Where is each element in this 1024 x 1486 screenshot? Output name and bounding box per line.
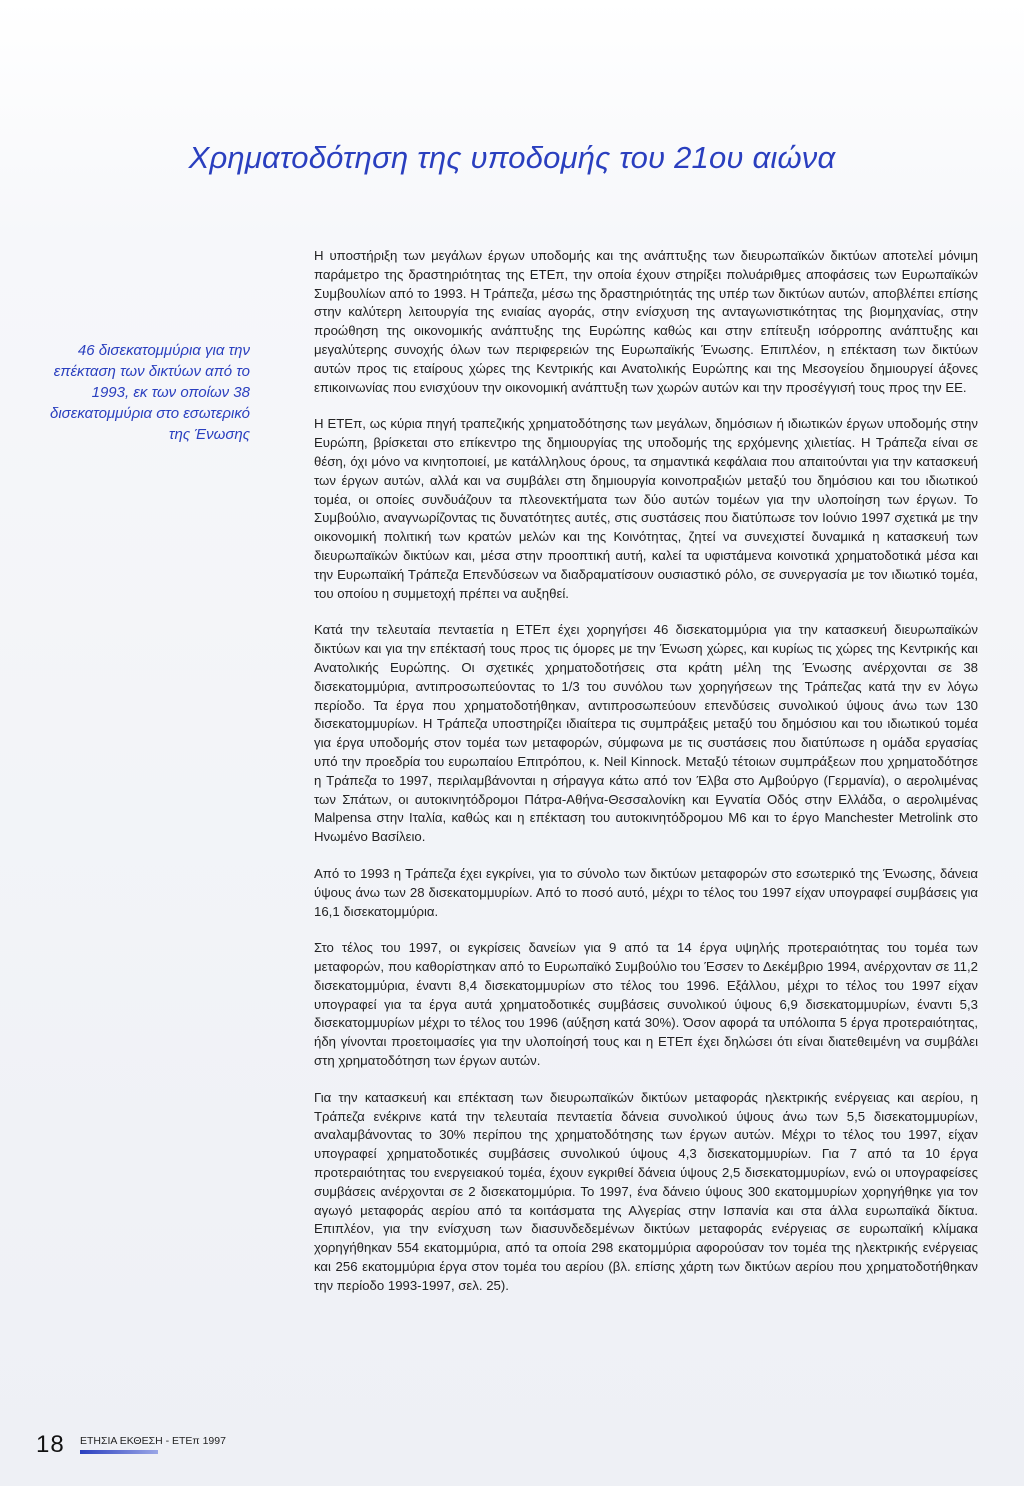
paragraph: Κατά την τελευταία πενταετία η ΕΤΕπ έχει χορηγήσει 46 δισεκατομμύρια για την κατασκευή διευρωπαϊκών δικτύων και για την επέκτασή τους προς τις όμορες με την Ένωση χώρες, και κυρίως τις χώρες της Κεντρικής και Ανατολικής Ευρώπης. Οι σχετικές χρηματοδοτήσεις στα κράτη μέλη της Ένωσης ανέρχονται σε 38 δισεκατομμύρια, αντιπροσωπεύοντας το 1/3 του συνόλου των χορηγήσεων της Τράπεζας κατά την εν λόγω περίοδο. Τα έργα που χρηματοδοτήθηκαν, αντιπροσωπεύουν επενδύσεις συνολικού ύψους άνω των 130 δισεκατομμυρίων. Η Τράπεζα υποστηρίζει ιδιαίτερα τις συμπράξεις μεταξύ του δημόσιου και του ιδιωτικού τομέα για έργα υποδομής στον τομέα των μεταφορών, σύμφωνα με τις συστάσεις που διατύπωσε η ομάδα εργασίας υπό την προεδρία του ευρωπαίου Επιτρόπου, κ. Neil Kinnock. Μεταξύ τέτοιων συμπράξεων που χρηματοδότησε η Τράπεζα το 1997, περιλαμβάνονται η σήραγγα κάτω από τον Έλβα στο Αμβούργο (Γερμανία), ο αερολιμένας των Σπάτων, οι αυτοκινητόδρομοι Πάτρα-Αθήνα-Θεσσαλονίκη και Εγνατία Οδός στην Ελλάδα, ο αερολιμένας Malpensa στην Ιταλία, καθώς και η επέκταση του αυτοκινητόδρομου Μ6 και το έργο Manchester Metrolink στο Ηνωμένο Βασίλειο. bbox=[314, 622, 978, 845]
paragraph: Η υποστήριξη των μεγάλων έργων υποδομής και της ανάπτυξης των διευρωπαϊκών δικτύων αποτελεί μόνιμη παράμετρο της δραστηριότητας της ΕΤΕπ, την οποία έχουν στηρίξει πολυάριθμες αποφάσεις των Ευρωπαϊκών Συμβουλίων από το 1993. Η Τράπεζα, μέσω της δραστηριότητάς της υπέρ των δικτύων αυτών, αποβλέπει επίσης στην καλύτερη λειτουργία της ενιαίας αγοράς, στην ενίσχυση της ανταγωνιστικότητας της βιομηχανίας, στην προώθηση της οικονομικής ανάπτυξης της Ευρώπης καθώς και στην επίτευξη ισόρροπης ανάπτυξης και μεγαλύτερης συνοχής όλων των περιφερειών της Ευρωπαϊκής Ένωσης. Επιπλέον, η επέκταση των δικτύων αυτών προς τις εταίρους χώρες της Κεντρικής και Ανατολικής Ευρώπης και της Μεσογείου δημιουργεί άξονες επικοινωνίας που ενισχύουν την οικονομική ανάπτυξη των χωρών αυτών και την προσέγγισή τους προς την ΕΕ. bbox=[314, 248, 978, 395]
paragraph: Από το 1993 η Τράπεζα έχει εγκρίνει, για το σύνολο των δικτύων μεταφορών στο εσωτερικό της Ένωσης, δάνεια ύψους άνω των 28 δισεκατομμυρίων. Από το ποσό αυτό, μέχρι το τέλος του 1997 είχαν υπογραφεί συμβάσεις για 16,1 δισεκατομμύρια. bbox=[314, 865, 978, 919]
footer-accent-bar bbox=[80, 1450, 158, 1454]
paragraph: Για την κατασκευή και επέκταση των διευρωπαϊκών δικτύων μεταφοράς ηλεκτρικής ενέργειας και αερίου, η Τράπεζα ενέκρινε κατά την τελευταία πενταετία δάνεια συνολικού ύψους άνω των 5,5 δισεκατομμυρίων, αναλαμβάνοντας το 30% περίπου της χρηματοδότησης των έργων αυτών. Μέχρι το τέλος του 1997, είχαν υπογραφεί χρηματοδοτικές συμβάσεις συνολικού ύψους 4,3 δισεκατομμυρίων. Για 7 από τα 10 έργα προτεραιότητας του ενεργειακού τομέα, έχουν εγκριθεί δάνεια ύψους 2,5 δισεκατομμυρίων, ενώ οι υπογραφείσες συμβάσεις ανέρχονται σε 2 δισεκατομμύρια. Το 1997, ένα δάνειο ύψους 300 εκατομμυρίων χορηγήθηκε για τον αγωγό μεταφοράς αερίου από τα κοιτάσματα της Αλγερίας στην Ισπανία και στα άλλα ευρωπαϊκά δίκτυα. Επιπλέον, για την ενίσχυση των διασυνδεδεμένων δικτύων μεταφοράς ενέργειας σε ευρωπαϊκή κλίμακα χορηγήθηκαν 554 εκατομμύρια, από τα οποία 298 εκατομμύρια αφορούσαν τον τομέα της ηλεκτρικής ενέργειας και 256 εκατομμύρια έργα στον τομέα του αερίου (βλ. επίσης χάρτη των δικτύων αερίου που χρηματοδοτήθηκαν την περίοδο 1993-1997, σελ. 25). bbox=[314, 1089, 978, 1293]
paragraph: Η ΕΤΕπ, ως κύρια πηγή τραπεζικής χρηματοδότησης των μεγάλων, δημόσιων ή ιδιωτικών έργων υποδομής στην Ευρώπη, βρίσκεται στο επίκεντρο της δημιουργίας της υποδομής της ερχόμενης χιλιετίας. Η Τράπεζα είναι σε θέση, όχι μόνο να κινητοποιεί, με κατάλληλους όρους, τα σημαντικά κεφάλαια που απαιτούνται για την κατασκευή των έργων αυτών, αλλά και να συμβάλει στη δημιουργία κοινοπραξιών μεταξύ του δημόσιου και του ιδιωτικού τομέα, οι οποίες συνδυάζουν τα πλεονεκτήματα των δύο αυτών τομέων για την υλοποίηση των έργων. Το Συμβούλιο, αναγνωρίζοντας τις δυνατότητες αυτές, στις συστάσεις που διατύπωσε τον Ιούνιο 1997 σχετικά με την οικονομική πολιτική των κρατών μελών και της Κοινότητας, ζητεί να συνεχιστεί δυναμικά η κατασκευή των διευρωπαϊκών δικτύων και, μέσα στην προοπτική αυτή, καλεί τα υφιστάμενα κοινοτικά χρηματοδοτικά μέσα και την Ευρωπαϊκή Τράπεζα Επενδύσεων να διαδραματίσουν ουσιαστικό ρόλο, σε συνεργασία με τον ιδιωτικό τομέα, του οποίου η συμμετοχή πρέπει να αυξηθεί. bbox=[314, 416, 978, 601]
paragraph: Στο τέλος του 1997, οι εγκρίσεις δανείων για 9 από τα 14 έργα υψηλής προτεραιότητας του τομέα των μεταφορών, που καθορίστηκαν από το Ευρωπαϊκό Συμβούλιο του Έσσεν το Δεκέμβριο 1994, ανέρχονταν σε 11,2 δισεκατομμύρια, έναντι 8,4 δισεκατομμυρίων στο τέλος του 1996. Εξάλλου, μέχρι το τέλος του 1997 είχαν υπογραφεί για τα έργα αυτά χρηματοδοτικές συμβάσεις συνολικού ύψους 6,9 δισεκατομμυρίων, έναντι 5,3 δισεκατομμυρίων μέχρι το τέλος του 1996 (αύξηση κατά 30%). Όσον αφορά τα υπόλοιπα 5 έργα προτεραιότητας, ήδη γίνονται προετοιμασίες για την υλοποίησή τους και η ΕΤΕπ έχει δηλώσει ότι είναι διατεθειμένη να συμβάλει στη χρηματοδότηση των έργων αυτών. bbox=[314, 940, 978, 1069]
article-body bbox=[314, 247, 978, 1314]
sidebar-pull-quote: 46 δισεκατομμύρια για την επέκταση των δικτύων από το 1993, εκ των οποίων 38 δισεκατομμύρια στο εσωτερικό της Ένωσης bbox=[50, 342, 250, 443]
page-title: Χρηματοδότηση της υποδομής του 21ου αιώνα bbox=[188, 140, 836, 175]
footer-publication-label: ΕΤΗΣΙΑ ΕΚΘΕΣΗ - ΕΤΕπ 1997 bbox=[80, 1435, 226, 1447]
page-number: 18 bbox=[36, 1431, 65, 1458]
